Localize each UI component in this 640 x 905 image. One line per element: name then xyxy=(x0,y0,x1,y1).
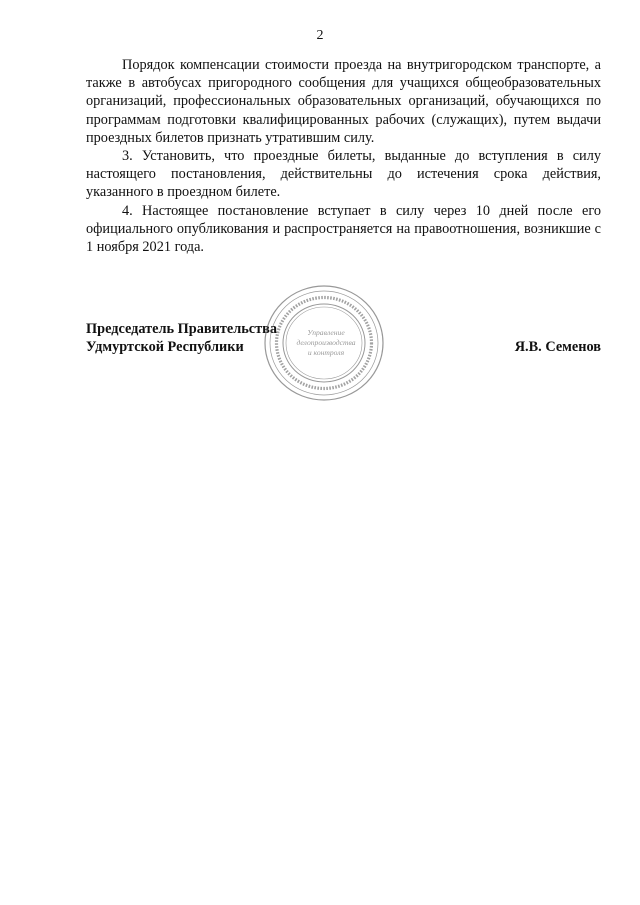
seal-text-line1: Управление xyxy=(307,328,345,337)
seal-center-text xyxy=(296,328,355,357)
official-seal-stamp xyxy=(262,283,386,403)
document-body xyxy=(86,56,601,256)
paragraph-3: 3. Установить, что проездные билеты, выданные до вступления в силу настоящего постановления, действительны до истечения срока действия, указанного в проездном билете. xyxy=(86,148,601,201)
seal-text-line2: делопроизводства xyxy=(296,338,356,347)
paragraph-repeal: Порядок компенсации стоимости проезда на внутригородском транспорте, а также в автобусах пригородного сообщения для учащихся общеобразовательных организаций, профессиональных образовательных организаций, обучающихся по программам подготовки квалифицированных рабочих (служащих), путем выдачи проездных билетов признать утратившим силу. xyxy=(86,57,601,146)
paragraph-4: 4. Настоящее постановление вступает в силу через 10 дней после его официального опубликования и распространяется на правоотношения, возникшие с 1 ноября 2021 года. xyxy=(86,202,601,256)
signatory-position xyxy=(86,320,277,356)
signatory-position-line1: Председатель Правительства xyxy=(86,321,278,337)
signatory-name: Я.В. Семенов xyxy=(514,339,601,355)
seal-text-line3: и контроля xyxy=(307,348,345,357)
page-number: 2 xyxy=(316,28,324,43)
signatory-position-line2: Удмуртской Республики xyxy=(86,339,244,356)
